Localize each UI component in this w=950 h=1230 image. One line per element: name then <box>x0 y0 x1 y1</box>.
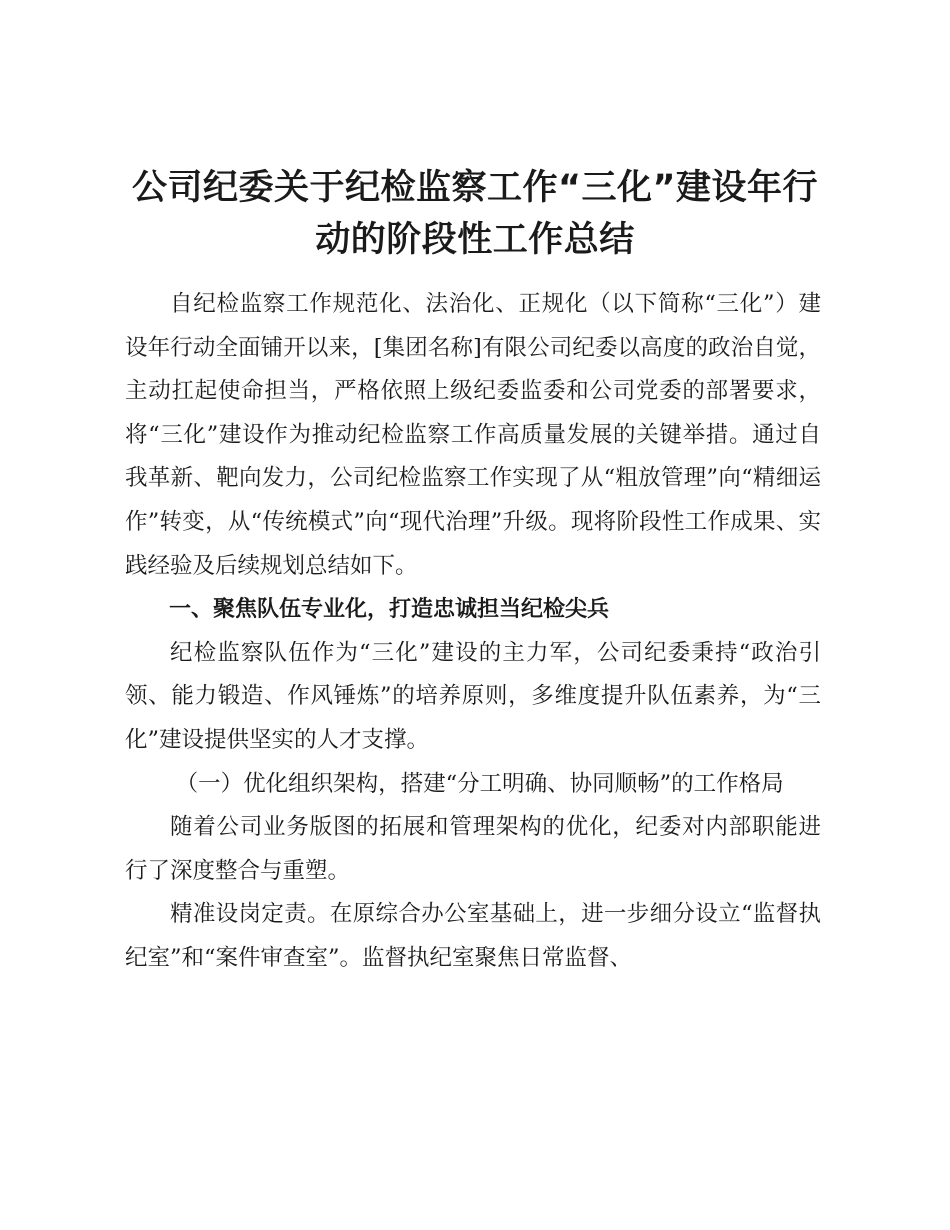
section-heading-1: 一、聚焦队伍专业化，打造忠诚担当纪检尖兵 <box>169 597 610 623</box>
document-title: 公司纪委关于纪检监察工作“三化”建设年行动的阶段性工作总结 <box>131 168 818 260</box>
intro-paragraph: 自纪检监察工作规范化、法治化、正规化（以下简称“三化”）建设年行动全面铺开以来，[集团名称]有限公司纪委以高度的政治自觉，主动扛起使命担当，严格依照上级纪委监委和公司党委的部署要求，将“三化”建设作为推动纪检监察工作高质量发展的关键举措。通过自我革新、靶向发力，公司纪检监察工作实现了从“粗放管理”向“精细运作”转变，从“传统模式”向“现代治理”升级。现将阶段性工作成果、实践经验及后续规划总结如下。 <box>125 291 821 579</box>
section-1-paragraph: 纪检监察队伍作为“三化”建设的主力军，公司纪委秉持“政治引领、能力锻造、作风锤炼”的培养原则，多维度提升队伍素养，为“三化”建设提供坚实的人才支撑。 <box>125 639 821 753</box>
document-body <box>125 283 821 981</box>
subsection-heading-1: （一）优化组织架构，搭建“分工明确、协同顺畅”的工作格局 <box>175 770 784 797</box>
subsection-1-paragraph-2: 精准设岗定责。在原综合办公室基础上，进一步细分设立“监督执纪室”和“案件审查室”。监督执纪室聚焦日常监督、 <box>125 901 821 971</box>
subsection-1-paragraph-1: 随着公司业务版图的拓展和管理架构的优化，纪委对内部职能进行了深度整合与重塑。 <box>125 814 821 884</box>
